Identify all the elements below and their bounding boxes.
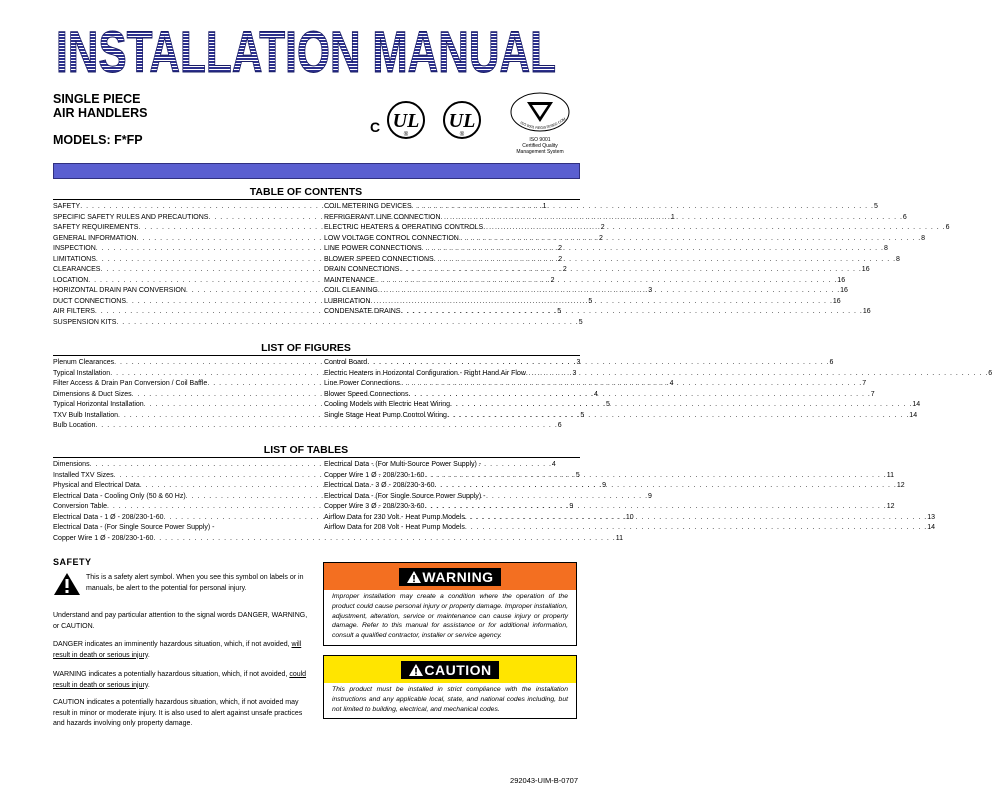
toc-entry-label: HORIZONTAL DRAIN PAN CONVERSION — [53, 287, 186, 294]
warning-label: WARNING — [422, 568, 494, 585]
toc-entry-page: 2 — [600, 224, 605, 231]
toc-entry-label: CONDENSATE DRAINS — [324, 308, 401, 315]
figure-entry[interactable] — [324, 390, 875, 401]
warning-paragraph: WARNING indicates a potentially hazardous situation, which, if not avoided, could result in death or serious injury. — [53, 671, 307, 689]
table-entry[interactable] — [324, 492, 576, 503]
iso-seal-icon — [509, 90, 571, 132]
figure-entry-label: Dimensions & Duct Sizes — [53, 390, 132, 398]
models-label: MODELS: F*FP — [53, 133, 143, 147]
toc-entry-label: LINE POWER CONNECTIONS — [324, 245, 422, 252]
warning-triangle-icon — [406, 570, 422, 584]
cul-logo — [368, 100, 438, 149]
table-entry-label: Airflow Data for 208 Volt - Heat Pump Models — [324, 524, 465, 531]
figure-entry-page: 6 — [557, 422, 562, 429]
alert-symbol-description: This is a safety alert symbol. When you see this symbol on labels or in manuals, be alert to the potential for personal injury. — [86, 574, 304, 592]
table-entry-label: Dimensions — [53, 461, 90, 468]
danger-paragraph: DANGER indicates an imminently hazardous situation, which, if not avoided, will result in death or serious injury. — [53, 641, 302, 659]
leader-dots — [95, 421, 557, 432]
table-entry-label: Electrical Data - 1 Ø - 208/230-1-60 — [53, 513, 164, 521]
toc-rule — [53, 199, 580, 200]
toc-entry[interactable] — [324, 286, 848, 297]
toc-entry[interactable] — [324, 255, 900, 266]
toc-entry-label: LUBRICATION — [324, 297, 371, 305]
product-line-2: AIR HANDLERS — [53, 106, 148, 120]
figure-entry-page: 7 — [870, 390, 875, 398]
leader-dots — [153, 534, 615, 545]
iso-line-1: ISO 9001 — [529, 137, 551, 143]
leader-dots — [424, 502, 886, 513]
table-entry-label: Copper Wire 1 Ø - 208/230-1-60 — [53, 534, 154, 542]
figure-entry-label: Electric Heaters in Horizontal Configuration - Right Hand Air Flow — [324, 369, 526, 377]
leader-dots — [378, 286, 840, 297]
toc-entry-label: INSPECTION — [53, 245, 96, 252]
document-code: 292043-UIM-B-0707 — [510, 776, 578, 785]
toc-entry[interactable] — [324, 213, 907, 224]
figure-entry[interactable] — [324, 379, 867, 390]
table-entry[interactable] — [324, 502, 895, 513]
caution-box — [323, 655, 577, 719]
toc-entry-label: COIL CLEANING — [324, 287, 378, 294]
figure-entry-label: TXV Bulb Installation — [53, 411, 118, 419]
table-entry[interactable] — [53, 534, 624, 545]
iso-certification — [500, 90, 580, 155]
table-entry-page: 9 — [648, 492, 652, 500]
toc-entry[interactable] — [324, 244, 888, 255]
svg-text:®: ® — [459, 132, 465, 138]
warning-sign — [399, 568, 500, 586]
table-entry-label: Installed TXV Sizes — [53, 471, 114, 479]
toc-entry-page: 2 — [562, 266, 567, 273]
leader-dots — [408, 390, 870, 401]
iso-line-2: Certified Quality — [522, 143, 558, 149]
toc-entry-label: LOCATION — [53, 276, 89, 284]
svg-text:UL: UL — [448, 110, 476, 132]
figure-entry-page: 4 — [593, 390, 598, 398]
table-entry-label: Copper Wire 1 Ø - 208/230-1-60 — [324, 471, 425, 479]
toc-entry-label: CLEARANCES — [53, 266, 101, 273]
iso-line-3: Management System — [516, 149, 564, 155]
leader-dots — [465, 523, 927, 534]
toc-entry-page: 8 — [896, 255, 900, 263]
figures-rule — [53, 355, 580, 356]
figure-entry[interactable] — [324, 400, 921, 411]
toc-entry-page: 16 — [862, 308, 871, 315]
toc-entry-page: 5 — [588, 297, 593, 305]
toc-entry-page: 6 — [902, 213, 907, 221]
toc-entry-page: 16 — [840, 287, 848, 294]
leader-dots — [422, 244, 884, 255]
toc-entry-label: ELECTRIC HEATERS & OPERATING CONTROLS — [324, 224, 484, 231]
warning-text: Improper installation may create a condition where the operation of the product could cause personal injury or property damage. Improper installation, adjustment, alteration, service or maintenance can cause injury or property damage. Refer to this manual for assistance or for additional information, consult a qualified contractor, installer or service agency. — [332, 593, 568, 640]
leader-dots — [401, 307, 863, 318]
figure-entry-label: Control Board — [324, 359, 368, 366]
caution-triangle-icon — [408, 663, 424, 677]
table-entry-label: Electrical Data - (For Multi-Source Power Supply) - — [324, 461, 482, 468]
table-entry-page: 12 — [896, 482, 905, 489]
table-entry-label: Physical and Electrical Data — [53, 482, 140, 489]
figure-entry-label: Filter Access & Drain Pan Conversion / Coil Baffle — [53, 380, 208, 387]
figure-entry-label: Line Power Connections — [324, 380, 400, 387]
table-entry[interactable] — [53, 523, 305, 534]
figure-entry[interactable] — [53, 421, 562, 432]
toc-entry-label: LIMITATIONS — [53, 255, 96, 263]
figure-entry-page: 3 — [576, 359, 581, 366]
svg-text:ISO 9001 REGISTERED COMPANY: ISO 9001 REGISTERED COM — [519, 116, 567, 131]
tables-rule — [53, 457, 580, 458]
toc-entry-page: 6 — [945, 224, 950, 231]
toc-entry-label: SAFETY — [53, 203, 81, 210]
leader-dots — [441, 213, 903, 224]
table-entry-page: 14 — [927, 524, 935, 531]
figure-entry-page: 4 — [669, 380, 674, 387]
toc-entry[interactable] — [324, 297, 841, 308]
figures-right-column — [324, 358, 992, 421]
figure-entry-page: 5 — [580, 411, 585, 419]
warning-header — [324, 563, 576, 590]
toc-entry-label: GENERAL INFORMATION — [53, 234, 137, 242]
figure-entry-page: 14 — [912, 401, 921, 408]
signal-words-paragraph: Understand and pay particular attention to the signal words DANGER, WARNING, or CAUTION. — [53, 612, 308, 630]
table-entry-page: 11 — [615, 534, 624, 542]
leader-dots — [459, 234, 921, 245]
toc-entry-label: DUCT CONNECTIONS — [53, 297, 126, 305]
caution-text: This product must be installed in strict compliance with the installation instructions and any applicable local, state, and national codes including, but not limited to building, electrical, and mechanical codes. — [332, 686, 568, 713]
leader-dots — [400, 379, 862, 390]
toc-entry[interactable] — [324, 276, 846, 287]
toc-entry-label: COIL METERING DEVICES — [324, 203, 412, 210]
leader-dots — [371, 297, 833, 308]
toc-entry-page: 3 — [648, 287, 653, 294]
warning-box — [323, 562, 577, 646]
toc-entry-label: REFRIGERANT LINE CONNECTION — [324, 213, 441, 221]
leader-dots — [399, 265, 861, 276]
figure-entry-label: Plenum Clearances — [53, 359, 115, 366]
toc-entry-page: 5 — [578, 318, 583, 326]
figure-entry-page: 6 — [988, 369, 992, 377]
figure-entry[interactable] — [324, 369, 992, 380]
toc-entry-page: 16 — [837, 276, 846, 284]
caution-header — [324, 656, 576, 683]
ul-logo — [438, 100, 488, 149]
svg-text:®: ® — [403, 132, 409, 138]
leader-dots — [483, 223, 945, 234]
safety-alert-icon — [53, 572, 81, 601]
toc-entry[interactable] — [324, 265, 870, 276]
toc-entry[interactable] — [324, 223, 950, 234]
leader-dots — [447, 411, 909, 422]
caution-paragraph: CAUTION indicates a potentially hazardous situation, which, if not avoided may result in minor or moderate injury. It is also used to alert against unsafe practices and hazards involving only property damage. — [53, 699, 303, 727]
toc-entry-page: 8 — [883, 245, 888, 252]
table-entry[interactable] — [324, 471, 895, 482]
leader-dots — [450, 400, 912, 411]
toc-entry[interactable] — [324, 234, 926, 245]
toc-entry-page: 2 — [558, 255, 563, 263]
table-entry-page: 10 — [625, 513, 634, 521]
toc-entry-page: 16 — [832, 297, 841, 305]
svg-text:C: C — [370, 119, 381, 135]
toc-entry-page: 1 — [542, 203, 547, 210]
leader-dots — [434, 255, 896, 266]
banner-title: INSTALLATION MANUAL — [56, 20, 556, 85]
figure-entry-page: 14 — [909, 411, 918, 419]
figure-entry-label: Typical Horizontal Installation — [53, 401, 144, 408]
toc-title: TABLE OF CONTENTS — [249, 186, 363, 198]
table-entry-page: 11 — [886, 471, 895, 479]
toc-entry-label: SPECIFIC SAFETY RULES AND PRECAUTIONS — [53, 213, 209, 221]
toc-entry-page: 16 — [861, 266, 870, 273]
table-entry-label: Copper Wire 3 Ø - 208/230-3-60 — [324, 503, 425, 510]
figure-entry[interactable] — [324, 411, 918, 422]
leader-dots — [435, 481, 897, 492]
product-line-1: SINGLE PIECE — [53, 92, 141, 106]
figure-entry-label: Blower Speed Connections — [324, 390, 409, 398]
toc-entry-label: AIR FILTERS — [53, 308, 95, 315]
table-entry-label: Electrical Data - Cooling Only (50 & 60 Hz) — [53, 492, 186, 500]
toc-entry-label: MAINTENANCE — [324, 276, 375, 284]
leader-dots — [412, 202, 874, 213]
product-title — [53, 92, 147, 120]
caution-label: CAUTION — [424, 661, 492, 678]
leader-dots — [367, 358, 829, 369]
figure-entry-page: 3 — [572, 369, 577, 377]
caution-sign — [401, 661, 498, 679]
toc-entry-label: LOW VOLTAGE CONTROL CONNECTION — [324, 234, 459, 242]
leader-dots — [526, 369, 988, 380]
table-entry-label: Airflow Data for 230 Volt - Heat Pump Models — [324, 513, 465, 521]
figure-entry-page: 7 — [862, 380, 867, 387]
leader-dots — [465, 513, 927, 524]
toc-entry-label: BLOWER SPEED CONNECTIONS — [324, 255, 434, 263]
table-entry-label: Electrical Data - (For Single Source Power Supply) - — [324, 492, 486, 500]
table-entry-page: 12 — [886, 503, 895, 510]
figures-title: LIST OF FIGURES — [261, 342, 351, 354]
leader-dots — [424, 471, 886, 482]
toc-entry-label: DRAIN CONNECTIONS — [324, 266, 400, 273]
toc-entry-page: 2 — [558, 245, 563, 252]
table-entry-page: 13 — [927, 513, 935, 521]
toc-entry[interactable] — [324, 202, 878, 213]
toc-entry[interactable] — [53, 318, 583, 329]
manual-banner — [55, 16, 557, 85]
figure-entry-label: Cooling Models with Electric Heat Wiring — [324, 401, 451, 408]
toc-entry-page: 5 — [557, 308, 562, 315]
leader-dots — [116, 318, 578, 329]
toc-entry-page: 5 — [874, 203, 878, 210]
table-entry-page: 9 — [602, 482, 607, 489]
table-entry-label: Electrical Data - 3 Ø - 208/230-3-60 — [324, 482, 435, 489]
toc-entry[interactable] — [324, 307, 871, 318]
figure-entry[interactable] — [324, 358, 834, 369]
table-entry[interactable] — [324, 481, 905, 492]
table-entry[interactable] — [324, 460, 576, 471]
toc-entry-label: SUSPENSION KITS — [53, 318, 117, 326]
toc-entry-page: 8 — [921, 234, 926, 242]
toc-right-column — [324, 202, 950, 318]
figure-entry-label: Bulb Location — [53, 422, 96, 429]
figure-entry-page: 6 — [829, 359, 834, 366]
figure-entry-label: Typical Installation — [53, 369, 111, 377]
table-entry-label: Electrical Data - (For Single Source Power Supply) - — [53, 524, 215, 531]
toc-entry-label: SAFETY REQUIREMENTS — [53, 224, 139, 231]
table-entry-page: 9 — [569, 503, 574, 510]
toc-entry-page: 2 — [550, 276, 555, 284]
table-entry[interactable] — [324, 523, 935, 534]
tables-title: LIST OF TABLES — [263, 444, 349, 456]
table-entry-label: Conversion Table — [53, 503, 107, 510]
table-entry-page: 4 — [551, 461, 556, 468]
leader-dots — [375, 276, 837, 287]
figure-entry-label: Single Stage Heat Pump Control Wiring — [324, 411, 447, 419]
toc-entry-page: 1 — [670, 213, 675, 221]
figure-entry-page: 5 — [606, 401, 610, 408]
table-entry-page: 5 — [575, 471, 580, 479]
safety-heading: SAFETY — [53, 557, 92, 567]
svg-text:UL: UL — [392, 110, 420, 132]
toc-entry-page: 2 — [598, 234, 603, 242]
header-divider-bar — [53, 163, 580, 179]
